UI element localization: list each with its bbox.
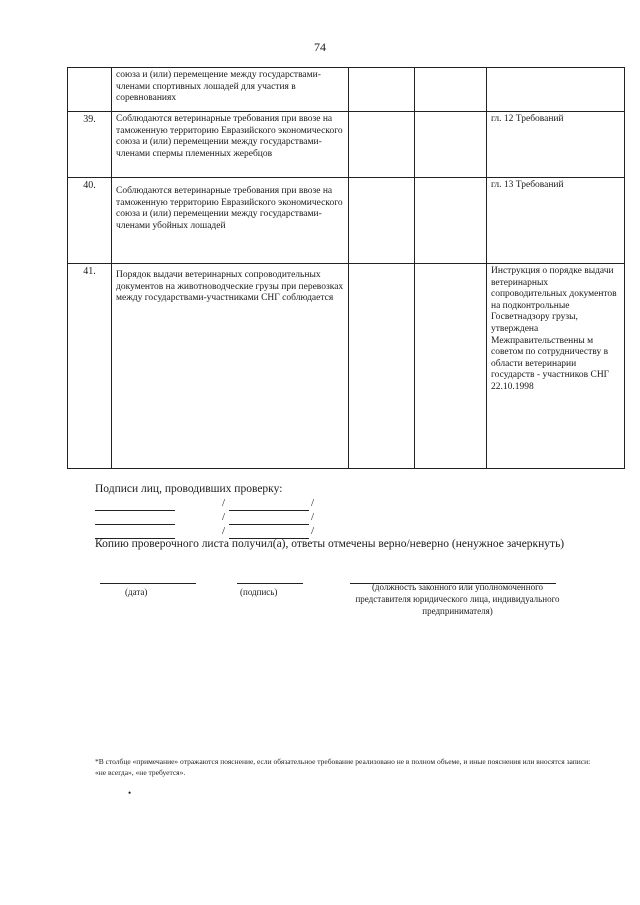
name-line — [229, 513, 309, 525]
footnote: *В столбце «примечание» отражаются пояснение, если обязательное требование реализовано не в полном объеме, и иные пояснения или вносятся записи: «не всегда», «не требуется». — [95, 757, 591, 777]
date-line — [100, 572, 196, 584]
table-row — [68, 178, 625, 264]
position-caption: (должность законного или уполномоченного представителя юридического лица, индивидуального предпринимателя) — [355, 582, 560, 616]
requirement-cell: Порядок выдачи ветеринарных сопроводительных документов на животноводческие грузы при перевозках между государствами-участниками СНГ соблюдается — [112, 264, 349, 469]
slash-mark: / — [222, 525, 226, 537]
signature-caption: (подпись) — [240, 587, 278, 597]
inspectors-signatures — [95, 483, 575, 541]
answer-cell — [349, 178, 415, 264]
page-number: 74 — [314, 40, 326, 54]
note-cell: гл. 12 Требований — [487, 112, 625, 178]
requirement-cell: союза и (или) перемещение между государствами-членами спортивных лошадей для участия в соревнованиях — [112, 68, 349, 112]
note-cell — [487, 68, 625, 112]
table-row — [68, 68, 625, 112]
answer-cell — [415, 68, 487, 112]
copy-received-statement: Копию проверочного листа получил(а), ответы отмечены верно/неверно (ненужное зачеркнуть) — [95, 538, 565, 550]
row-number: 39. — [68, 112, 112, 178]
slash-mark: / — [311, 497, 315, 509]
signatures-heading: Подписи лиц, проводивших проверку: — [95, 483, 283, 495]
checklist-table — [67, 67, 625, 469]
signature-row — [95, 499, 575, 513]
date-caption: (дата) — [125, 587, 148, 597]
row-number — [68, 68, 112, 112]
answer-cell — [349, 68, 415, 112]
signature-line — [95, 499, 175, 511]
slash-mark: / — [311, 511, 315, 523]
slash-mark: / — [311, 525, 315, 537]
answer-cell — [415, 112, 487, 178]
signature-line — [237, 572, 303, 584]
row-number: 40. — [68, 178, 112, 264]
table-row — [68, 264, 625, 469]
slash-mark: / — [222, 511, 226, 523]
name-line — [229, 499, 309, 511]
signature-line — [95, 513, 175, 525]
answer-cell — [349, 264, 415, 469]
answer-cell — [415, 178, 487, 264]
answer-cell — [415, 264, 487, 469]
stray-mark: • — [128, 788, 132, 798]
requirement-cell: Соблюдаются ветеринарные требования при ввозе на таможенную территорию Евразийского экономического союза и (или) перемещении между государствами-членами спермы племенных жеребцов — [112, 112, 349, 178]
answer-cell — [349, 112, 415, 178]
table-row — [68, 112, 625, 178]
signature-row — [95, 513, 575, 527]
slash-mark: / — [222, 497, 226, 509]
row-number: 41. — [68, 264, 112, 469]
note-cell: Инструкция о порядке выдачи ветеринарных сопроводительных документов на подконтрольные Госветнадзору грузы, утверждена Межправительственны м советом по сотрудничеству в области ветеринарии государств - участников СНГ 22.10.1998 — [487, 264, 625, 469]
receipt-lines — [0, 572, 640, 632]
requirement-cell: Соблюдаются ветеринарные требования при ввозе на таможенную территорию Евразийского экономического союза и (или) перемещении между государствами-членами убойных лошадей — [112, 178, 349, 264]
note-cell: гл. 13 Требований — [487, 178, 625, 264]
